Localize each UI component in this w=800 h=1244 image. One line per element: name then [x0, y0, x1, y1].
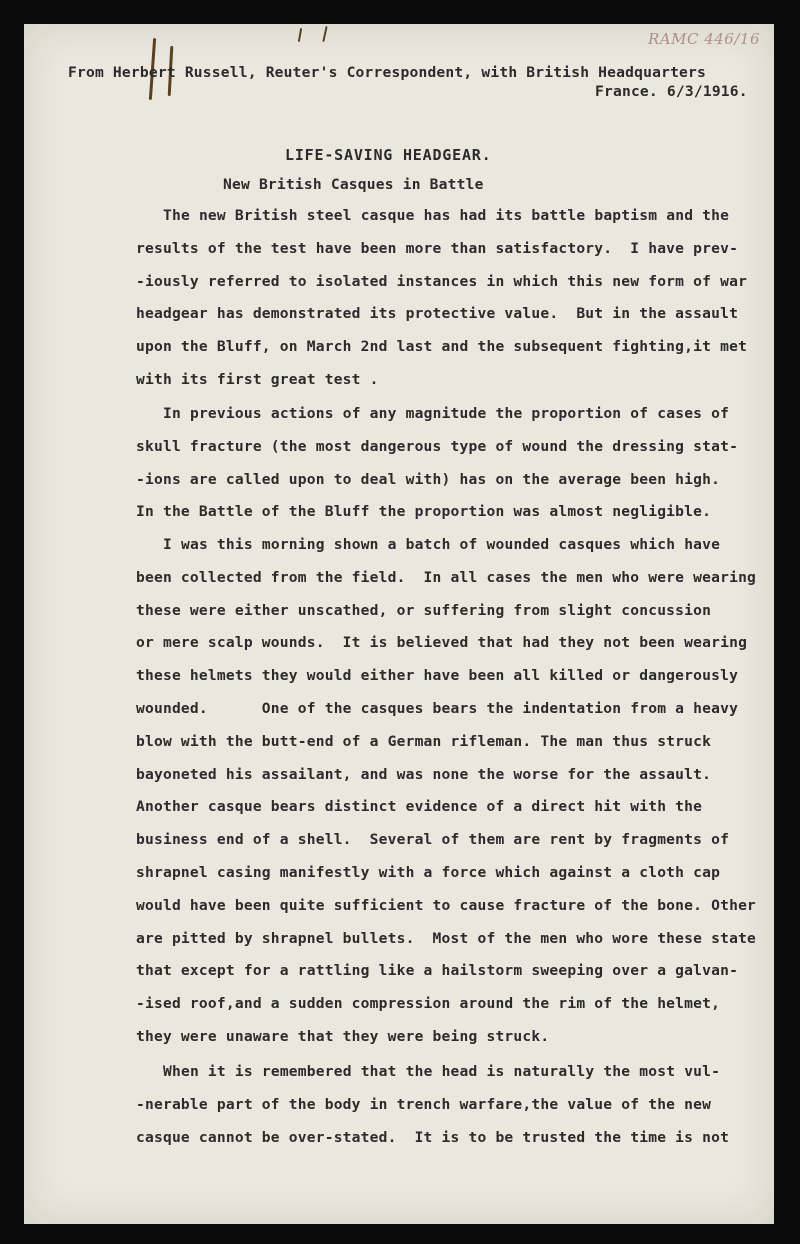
body-line: -nerable part of the body in trench warfare,the value of the new [136, 1096, 712, 1113]
body-line: they were unaware that they were being struck. [136, 1028, 550, 1045]
body-line: results of the test have been more than satisfactory. I have prev- [136, 240, 739, 257]
body-line: -ised roof,and a sudden compression around the rim of the helmet, [136, 995, 721, 1012]
body-line: upon the Bluff, on March 2nd last and the subsequent fighting,it met [136, 338, 748, 355]
body-line: -iously referred to isolated instances in which this new form of war [136, 273, 748, 290]
archive-reference: RAMC 446/16 [647, 30, 760, 48]
body-line: I was this morning shown a batch of wounded casques which have [163, 536, 721, 553]
body-line: Another casque bears distinct evidence of a direct hit with the [136, 798, 703, 815]
body-line: In previous actions of any magnitude the proportion of cases of [163, 405, 730, 422]
header-location-date: France. 6/3/1916. [595, 83, 748, 100]
body-line: When it is remembered that the head is naturally the most vul- [163, 1063, 721, 1080]
body-line: business end of a shell. Several of them are rent by fragments of [136, 831, 730, 848]
body-line: shrapnel casing manifestly with a force which against a cloth cap [136, 864, 721, 881]
body-line: are pitted by shrapnel bullets. Most of the men who wore these state [136, 930, 757, 947]
body-line: -ions are called upon to deal with) has on the average been high. [136, 471, 721, 488]
ink-mark [298, 28, 302, 42]
body-line: would have been quite sufficient to cause fracture of the bone. Other [136, 897, 757, 914]
body-line: wounded. One of the casques bears the indentation from a heavy [136, 700, 739, 717]
body-line: headgear has demonstrated its protective value. But in the assault [136, 305, 739, 322]
body-line: that except for a rattling like a hailstorm sweeping over a galvan- [136, 962, 739, 979]
document-subtitle: New British Casques in Battle [223, 176, 484, 193]
document-title: LIFE-SAVING HEADGEAR. [285, 146, 492, 164]
body-line: casque cannot be over-stated. It is to be trusted the time is not [136, 1129, 730, 1146]
body-line: skull fracture (the most dangerous type of wound the dressing stat- [136, 438, 739, 455]
body-line: these were either unscathed, or suffering from slight concussion [136, 602, 712, 619]
body-line: these helmets they would either have been all killed or dangerously [136, 667, 739, 684]
body-line: with its first great test . [136, 371, 379, 388]
header-from-line: From Herbert Russell, Reuter's Correspondent, with British Headquarters [68, 64, 707, 81]
body-line: or mere scalp wounds. It is believed that had they not been wearing [136, 634, 748, 651]
body-line: blow with the butt-end of a German rifleman. The man thus struck [136, 733, 712, 750]
body-line: bayoneted his assailant, and was none the worse for the assault. [136, 766, 712, 783]
body-line: been collected from the field. In all cases the men who were wearing [136, 569, 757, 586]
ink-mark [322, 26, 327, 42]
body-line: In the Battle of the Bluff the proportion was almost negligible. [136, 503, 712, 520]
document-page [24, 24, 774, 1224]
body-line: The new British steel casque has had its battle baptism and the [163, 207, 730, 224]
